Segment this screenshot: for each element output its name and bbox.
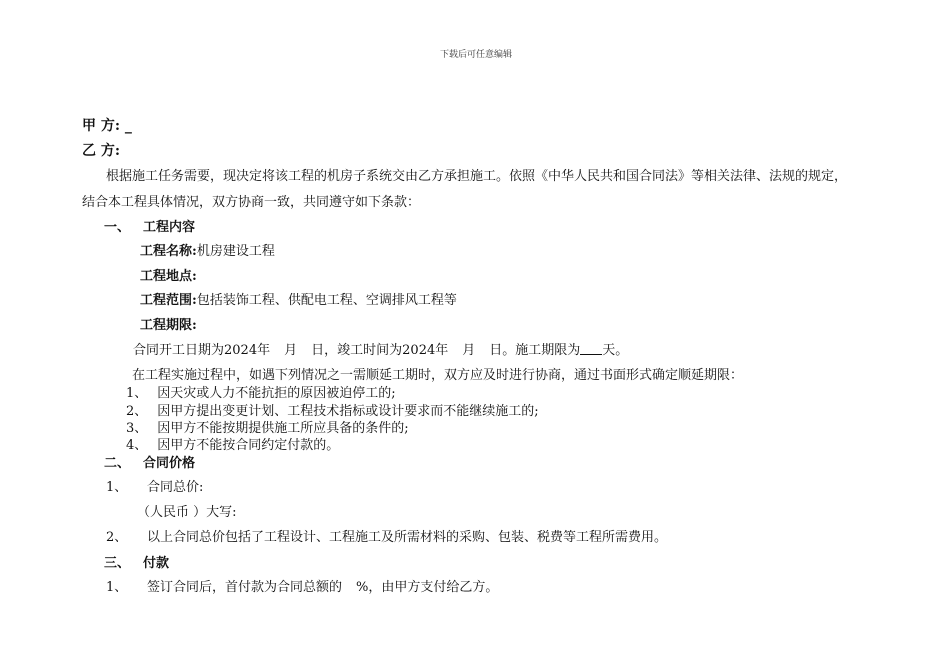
delay-text: 因天灾或人力不能抗拒的原因被迫停工的; <box>157 386 396 401</box>
delay-number: 4、 <box>126 438 148 453</box>
end-month: 月 <box>462 343 476 358</box>
date-text-4: 年 <box>435 343 449 358</box>
days-suffix: 天。 <box>602 343 629 358</box>
party-a-line <box>82 115 132 135</box>
page-header: 下载后可任意编辑 <box>440 50 513 60</box>
end-year: 2024 <box>402 343 436 358</box>
price-item-2-text: 以上合同总价包括了工程设计、工程施工及所需材料的采购、包装、税费等工程所需费用。 <box>147 530 668 545</box>
currency-line: （人民币 ）大写: <box>137 505 237 520</box>
project-name-label: 工程名称: <box>140 244 197 259</box>
days-blank <box>580 341 602 355</box>
payment-text-a: 签订合同后，首付款为合同总额的 <box>147 580 343 595</box>
price-item-1-text: 合同总价: <box>147 480 204 495</box>
period-dates-line <box>133 339 628 358</box>
date-text-5: 日。施工期限为 <box>489 343 581 358</box>
price-item-1-number: 1、 <box>106 480 128 495</box>
project-location-label: 工程地点: <box>140 269 197 284</box>
section-3-number: 三、 <box>104 556 131 571</box>
date-text-3: 日，竣工时间为 <box>311 343 403 358</box>
delay-item <box>126 382 396 401</box>
section-2-number: 二、 <box>104 456 131 471</box>
party-a-value: _ <box>124 118 132 134</box>
section-2-title: 合同价格 <box>143 456 196 471</box>
section-1-number: 一、 <box>104 220 131 235</box>
start-year: 2024 <box>224 343 258 358</box>
delay-intro: 在工程实施过程中，如遇下列情况之一需顺延工期时，双方应及时进行协商，通过书面形式确定顺延期限： <box>132 368 744 383</box>
payment-item-1-line <box>147 576 498 595</box>
project-scope-value: 包括装饰工程、供配电工程、空调排风工程等 <box>196 293 457 308</box>
delay-number: 2、 <box>126 404 148 419</box>
delay-text: 因甲方不能按合同约定付款的。 <box>157 438 340 453</box>
intro-line-1: 根据施工任务需要，现决定将该工程的机房子系统交由乙方承担施工。依照《中华人民共和国合同法》等相关法律、法规的规定， <box>106 169 848 184</box>
date-text-1: 合同开工日期为 <box>133 343 225 358</box>
section-3-title: 付款 <box>143 556 170 571</box>
project-period-label: 工程期限: <box>140 318 197 333</box>
project-name-row <box>140 240 275 259</box>
party-b-label: 乙 方: <box>82 143 121 159</box>
project-scope-row <box>140 289 457 308</box>
price-item-2-number: 2、 <box>106 530 128 545</box>
section-1-title: 工程内容 <box>143 220 196 235</box>
delay-text: 因甲方不能按期提供施工所应具备的条件的; <box>157 421 409 436</box>
project-name-value: 机房建设工程 <box>196 244 275 259</box>
date-text-2: 年 <box>257 343 271 358</box>
party-a-label: 甲 方: <box>82 118 121 134</box>
payment-item-1-number: 1、 <box>106 580 128 595</box>
delay-number: 3、 <box>126 421 148 436</box>
project-scope-label: 工程范围: <box>140 293 197 308</box>
payment-text-b: %，由甲方支付给乙方。 <box>356 580 499 595</box>
delay-text: 因甲方提出变更计划、工程技术指标或设计要求而不能继续施工的; <box>157 404 539 419</box>
delay-item <box>126 434 339 453</box>
intro-line-2: 结合本工程具体情况，双方协商一致，共同遵守如下条款： <box>82 195 421 210</box>
delay-number: 1、 <box>126 386 148 401</box>
start-month: 月 <box>284 343 298 358</box>
